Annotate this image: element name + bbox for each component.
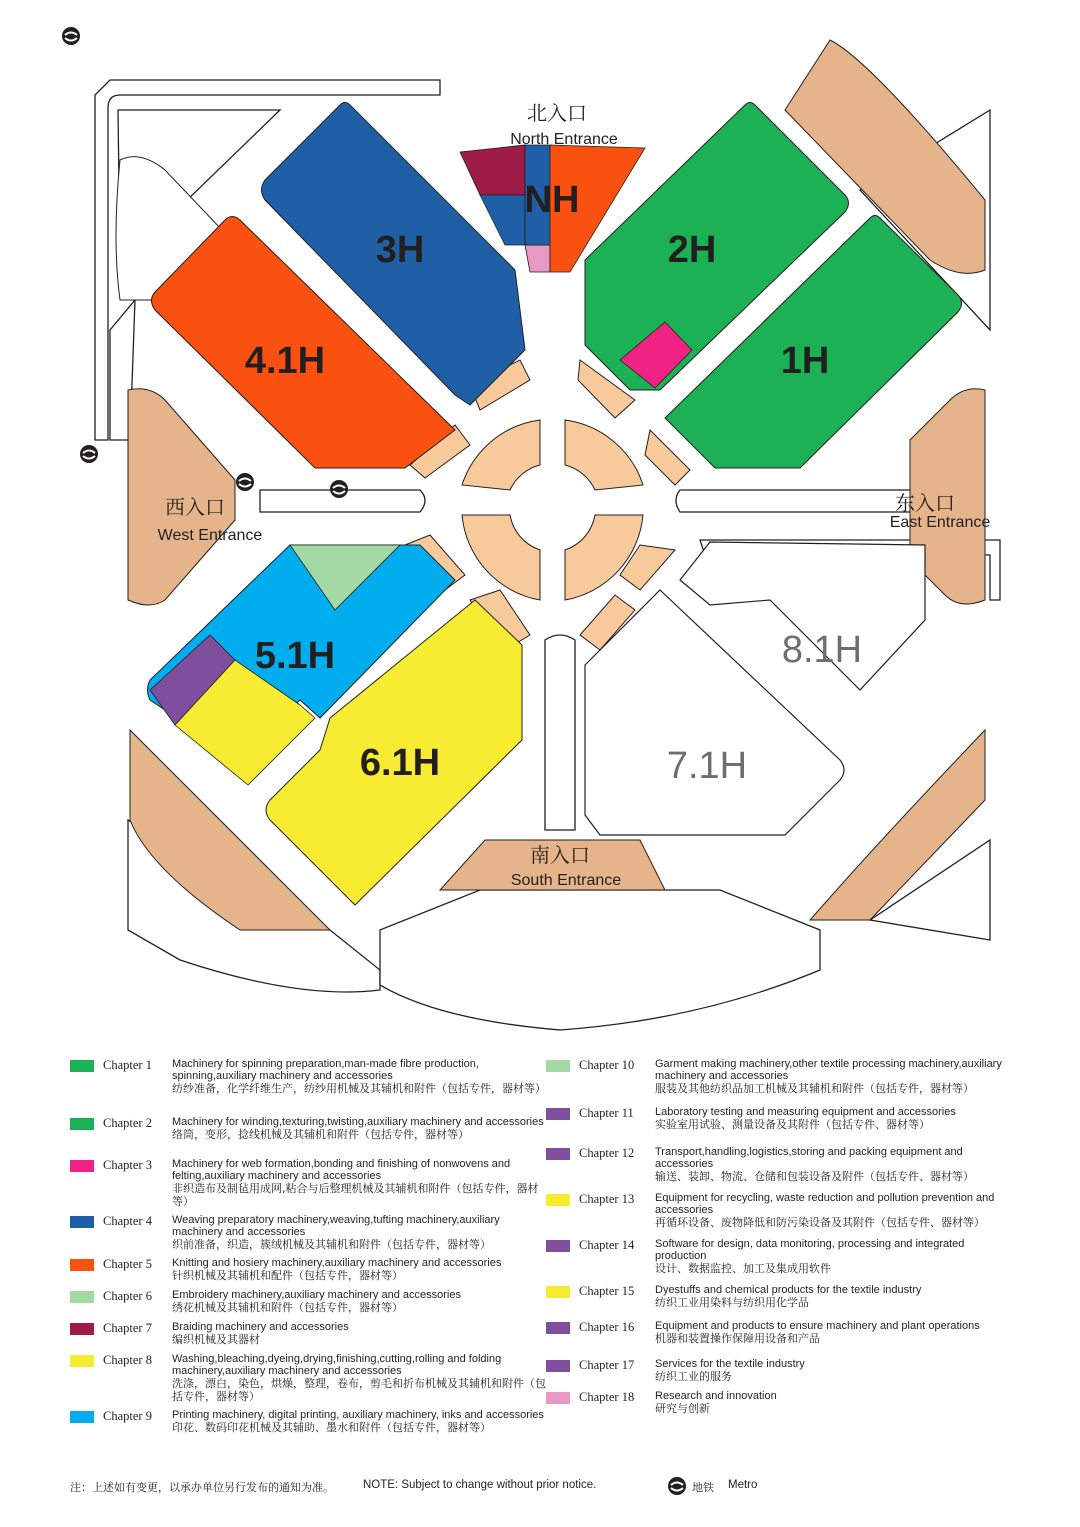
east-entrance-cn: 东入口 — [895, 491, 955, 515]
legend-en: Equipment and products to ensure machinery and plant operations — [655, 1320, 980, 1332]
legend-cn: 洗涤，漂白，染色，烘燥，整理，卷布，剪毛和折布机械及其辅机和附件（包括专件，器材等） — [172, 1377, 546, 1403]
west-entrance-cn: 西入口 — [165, 495, 225, 519]
legend-swatch — [70, 1060, 94, 1072]
legend-chapter: Chapter 13 — [579, 1192, 635, 1206]
legend-item — [70, 1158, 550, 1208]
legend-chapter: Chapter 12 — [579, 1146, 635, 1160]
metro-icon — [330, 480, 348, 498]
legend-item — [546, 1146, 1016, 1186]
legend-chapter: Chapter 3 — [103, 1158, 152, 1172]
legend-swatch — [546, 1060, 570, 1072]
legend-cn: 输送、装卸、物流、仓储和包装设备及附件（包括专件、器材等） — [655, 1170, 974, 1183]
metro-label-en: Metro — [728, 1479, 758, 1491]
east-entrance-en: East Entrance — [889, 514, 991, 531]
metro-icon — [236, 473, 254, 491]
legend-swatch — [70, 1355, 94, 1367]
legend-chapter: Chapter 18 — [579, 1390, 635, 1404]
legend-chapter: Chapter 8 — [103, 1353, 152, 1367]
legend-cn: 服装及其他纺织品加工机械及其辅机和附件（包括专件，器材等） — [655, 1082, 974, 1095]
metro-icon — [668, 1477, 686, 1498]
legend-en: Embroidery machinery,auxiliary machinery and accessories — [172, 1289, 461, 1301]
hall-label-nh: NH — [524, 179, 580, 221]
legend-item — [546, 1284, 1016, 1314]
metro-label-cn: 地铁 — [692, 1481, 714, 1494]
legend-cn: 机器和装置操作保障用设备和产品 — [655, 1332, 820, 1345]
legend-swatch — [70, 1259, 94, 1271]
legend-chapter: Chapter 2 — [103, 1116, 152, 1130]
north-entrance-en: North Entrance — [510, 131, 618, 148]
legend-item — [70, 1321, 550, 1347]
legend-swatch — [70, 1216, 94, 1228]
legend-swatch — [546, 1194, 570, 1206]
hall-label-8-1h: 8.1H — [781, 629, 863, 671]
legend-left — [70, 1058, 550, 1441]
legend-chapter: Chapter 17 — [579, 1358, 635, 1372]
legend-en: Machinery for spinning preparation,man-made fibre production, spinning,auxiliary machinery and accessories — [172, 1058, 479, 1082]
legend-cn: 非织造布及制毡用成网,粘合与后整理机械及其辅机和附件（包括专件，器材等） — [172, 1182, 539, 1208]
legend-swatch — [546, 1392, 570, 1404]
hall-label-6-1h: 6.1H — [359, 742, 441, 784]
legend-swatch — [546, 1240, 570, 1252]
legend-swatch — [546, 1360, 570, 1372]
legend-cn: 织前准备，织造，簇绒机械及其辅机和附件（包括专件，器材等） — [172, 1238, 491, 1251]
legend-cn: 绣花机械及其辅机和附件（包括专件，器材等） — [172, 1301, 403, 1314]
legend-swatch — [70, 1323, 94, 1335]
legend-en: Braiding machinery and accessories — [172, 1321, 349, 1333]
metro-icon — [62, 27, 80, 45]
legend-chapter: Chapter 14 — [579, 1238, 635, 1252]
legend-swatch — [70, 1411, 94, 1423]
legend-item — [546, 1320, 1016, 1352]
legend-en: Research and innovation — [655, 1390, 777, 1402]
legend-chapter: Chapter 6 — [103, 1289, 152, 1303]
legend-cn: 印花、数码印花机械及其辅助、墨水和附件（包括专件，器材等） — [172, 1421, 491, 1434]
legend-right — [546, 1058, 1016, 1422]
hall-label-5-1h: 5.1H — [254, 635, 336, 677]
legend-cn: 设计、数据监控、加工及集成用软件 — [655, 1262, 831, 1275]
legend-chapter: Chapter 16 — [579, 1320, 635, 1334]
hall-label-3h: 3H — [375, 229, 425, 271]
legend-chapter: Chapter 11 — [579, 1106, 634, 1120]
footer-note-en: NOTE: Subject to change without prior notice. — [363, 1479, 597, 1491]
legend-cn: 实验室用试验、测量设备及其附件（包括专件、器材等） — [655, 1118, 930, 1131]
legend-cn: 编织机械及其器材 — [172, 1333, 260, 1346]
legend-cn: 针织机械及其辅机和配件（包括专件，器材等） — [172, 1269, 403, 1282]
legend-cn: 纺纱准备，化学纤维生产，纺纱用机械及其辅机和附件（包括专件，器材等） — [172, 1082, 546, 1095]
legend-cn: 络筒，变形，捻线机械及其辅机和附件（包括专件，器材等） — [172, 1128, 469, 1141]
legend-swatch — [546, 1286, 570, 1298]
legend-chapter: Chapter 10 — [579, 1058, 635, 1072]
legend-en: Equipment for recycling, waste reduction and pollution prevention and accessories — [655, 1192, 995, 1216]
legend-en: Printing machinery, digital printing, auxiliary machinery, inks and accessories — [172, 1409, 544, 1421]
legend-en: Washing,bleaching,dyeing,drying,finishing,cutting,rolling and folding machinery,auxiliary machinery and accessories — [172, 1353, 502, 1377]
legend-item — [70, 1289, 550, 1315]
legend-en: Machinery for winding,texturing,twisting,auxiliary machinery and accessories — [172, 1116, 544, 1128]
legend-chapter: Chapter 9 — [103, 1409, 152, 1423]
legend-item — [546, 1192, 1016, 1232]
legend-en: Machinery for web formation,bonding and finishing of nonwovens and felting,auxiliary machinery and accessories — [172, 1158, 511, 1182]
footer-note-cn: 注：上述如有变更，以承办单位另行发布的通知为准。 — [70, 1481, 334, 1494]
legend-chapter: Chapter 7 — [103, 1321, 152, 1335]
south-entrance-cn: 南入口 — [530, 843, 590, 867]
legend-item — [70, 1353, 550, 1403]
legend-en: Software for design, data monitoring, processing and integrated production — [655, 1238, 965, 1262]
legend-en: Laboratory testing and measuring equipment and accessories — [655, 1106, 956, 1118]
legend-item — [546, 1390, 1016, 1416]
legend-chapter: Chapter 5 — [103, 1257, 152, 1271]
legend-item — [546, 1106, 1016, 1140]
legend-item — [546, 1058, 1016, 1100]
legend-item — [70, 1409, 550, 1435]
legend-swatch — [546, 1322, 570, 1334]
legend-en: Garment making machinery,other textile processing machinery,auxiliary machinery and accessories — [655, 1058, 1002, 1082]
legend-chapter: Chapter 1 — [103, 1058, 152, 1072]
legend-swatch — [70, 1118, 94, 1130]
hall-label-1h: 1H — [780, 340, 830, 382]
legend-en: Knitting and hosiery machinery,auxiliary machinery and accessories — [172, 1257, 502, 1269]
legend-swatch — [70, 1160, 94, 1172]
north-entrance-cn: 北入口 — [527, 101, 587, 125]
legend-item — [546, 1358, 1016, 1384]
legend-en: Weaving preparatory machinery,weaving,tufting machinery,auxiliary machinery and accessories — [172, 1214, 500, 1238]
west-entrance-en: West Entrance — [157, 527, 263, 544]
metro-icon — [80, 445, 98, 463]
legend-chapter: Chapter 4 — [103, 1214, 152, 1228]
legend-cn: 研究与创新 — [655, 1402, 710, 1415]
legend-item — [70, 1116, 550, 1152]
legend-item — [70, 1214, 550, 1251]
legend-en: Services for the textile industry — [655, 1358, 805, 1370]
legend-chapter: Chapter 15 — [579, 1284, 635, 1298]
legend-en: Dyestuffs and chemical products for the textile industry — [655, 1284, 922, 1296]
hall-label-7-1h: 7.1H — [666, 745, 748, 787]
legend-cn: 再循环设备、废物降低和防污染设备及其附件（包括专件、器材等） — [655, 1216, 985, 1229]
legend-item — [70, 1257, 550, 1283]
legend-en: Transport,handling,logistics,storing and packing equipment and accessories — [655, 1146, 963, 1170]
legend-item — [70, 1058, 550, 1110]
hall-label-4-1h: 4.1H — [244, 340, 326, 382]
legend-swatch — [70, 1291, 94, 1303]
south-entrance-en: South Entrance — [510, 872, 622, 889]
legend-cn: 纺织工业的服务 — [655, 1370, 732, 1383]
legend-item — [546, 1238, 1016, 1278]
legend-cn: 纺织工业用染料与纺织用化学品 — [655, 1296, 809, 1309]
legend-swatch — [546, 1108, 570, 1120]
legend-swatch — [546, 1148, 570, 1160]
hall-label-2h: 2H — [667, 229, 717, 271]
